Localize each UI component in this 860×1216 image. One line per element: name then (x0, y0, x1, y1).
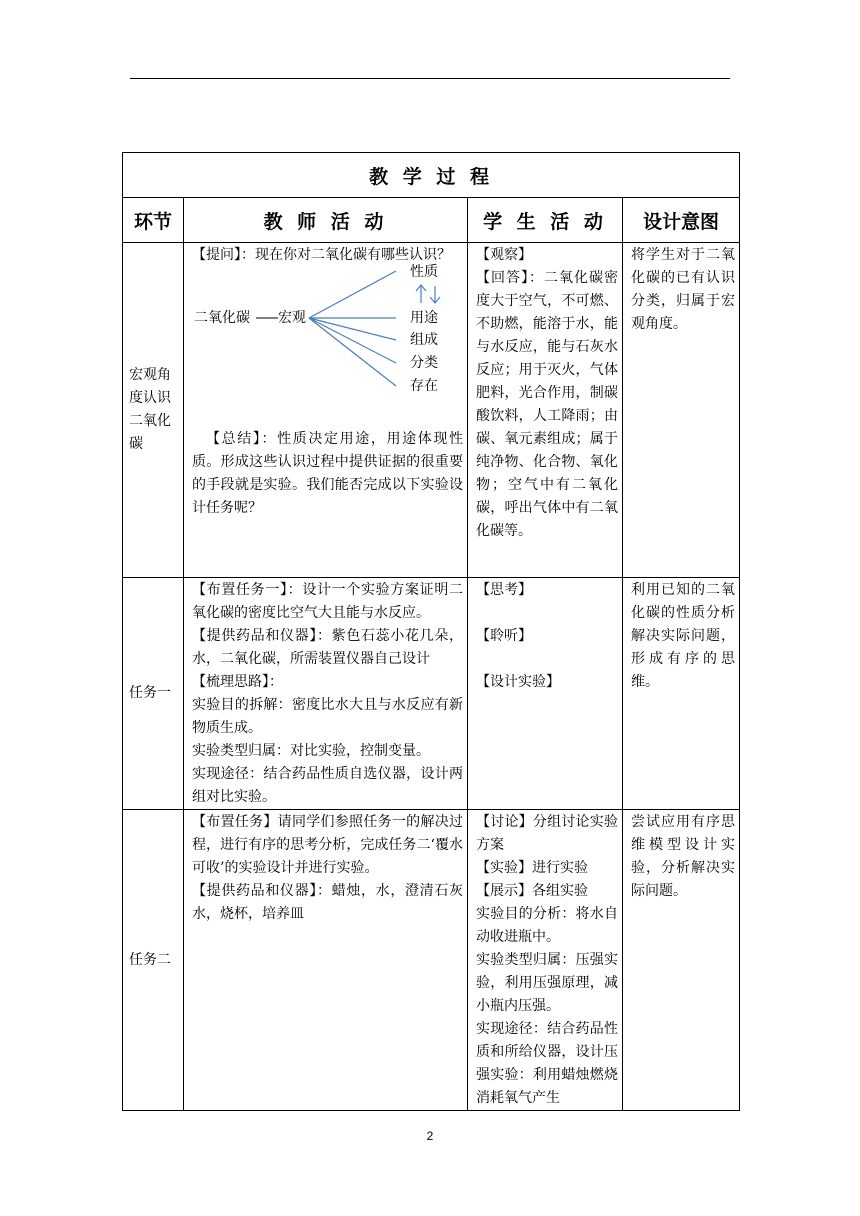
segment-cell (123, 578, 184, 810)
diagram-middle-label: 宏观 (278, 310, 306, 326)
student-activity-line: 实验类型归属：压强实验，利用压强原理，减小瓶内压强。 (476, 952, 618, 1014)
table-row (123, 810, 740, 1111)
teacher-question: 【提问】：现在你对二氧化碳有哪些认识？ (192, 247, 451, 263)
diagram-root-label: 二氧化碳 (194, 310, 250, 326)
teacher-activity-line: 【提供药品和仪器】：紫色石蕊小花几朵，水，二氧化碳，所需装置仪器自己设计 (192, 628, 463, 667)
design-intent-cell (623, 810, 740, 1111)
student-activity-line: 【观察】 (476, 247, 532, 263)
design-intent-text: 利用已知的二氧化碳的性质分析解决实际问题，形成有序的思维。 (631, 582, 736, 690)
student-activity-line: 【思考】 (476, 582, 532, 598)
student-activity-line: 【回答】：二氧化碳密度大于空气，不可燃、不助燃，能溶于水，能与水反应，能与石灰水反应；用于灭火，气体肥料，光合作用，制碳酸饮料，人工降雨；由碳、氧元素组成；属于纯净物、化合物、氧化物；空气中有二氧化碳，呼出气体中有二氧化碳等。 (476, 270, 618, 539)
student-activity-line: 【设计实验】 (476, 674, 560, 690)
student-activity-cell (468, 578, 623, 810)
design-intent-cell (623, 243, 740, 578)
segment-cell (123, 810, 184, 1111)
teacher-activity-cell (184, 243, 468, 578)
teacher-activity-cell (184, 810, 468, 1111)
segment-label: 宏观角度认识二氧化碳 (129, 367, 171, 452)
student-activity-cell (468, 243, 623, 578)
student-activity-line: 【实验】进行实验 (476, 860, 588, 876)
diagram-branch-label: 组成 (410, 332, 438, 348)
segment-cell (123, 243, 184, 578)
design-intent-text: 尝试应用有序思维模型设计实验，分析解决实际问题。 (631, 814, 736, 899)
design-intent-text: 将学生对于二氧化碳的已有认识分类，归属于宏观角度。 (631, 247, 736, 332)
page-header-rule (130, 78, 730, 79)
header-teacher-activity: 教 师 活 动 (184, 198, 468, 243)
student-activity-line: 【讨论】分组讨论实验方案 (476, 814, 618, 853)
header-design-intent: 设计意图 (623, 198, 740, 243)
diagram-branch-label: 分类 (410, 355, 438, 371)
student-activity-line: 【聆听】 (476, 628, 532, 644)
teacher-activity-line: 【提供药品和仪器】：蜡烛，水，澄清石灰水，烧杯，培养皿 (192, 883, 463, 922)
design-intent-cell (623, 578, 740, 810)
diagram-branch-label: 存在 (410, 378, 438, 394)
teacher-summary: 【总结】：性质决定用途，用途体现性质。形成这些认识过程中提供证据的很重要的手段就是实验。我们能否完成以下实验设计任务呢？ (192, 431, 463, 516)
table-title: 教 学 过 程 (123, 153, 740, 198)
teacher-activity-cell (184, 578, 468, 810)
page-number: 2 (426, 1129, 434, 1143)
teacher-activity-line: 实验目的拆解：密度比水大且与水反应有新物质生成。 (192, 697, 463, 736)
teacher-activity-line: 【梳理思路】： (192, 674, 283, 690)
diagram-branch-label: 用途 (410, 310, 438, 326)
segment-label: 任务一 (129, 685, 171, 701)
header-row (123, 198, 740, 243)
header-student-activity: 学 生 活 动 (468, 198, 623, 243)
teacher-activity-line: 【布置任务】请同学们参照任务一的解决过程，进行有序的思考分析，完成任务二‘覆水可收’的实验设计并进行实验。 (192, 814, 463, 876)
teacher-activity-line: 实验类型归属：对比实验，控制变量。 (192, 743, 430, 759)
table-row (123, 243, 740, 578)
student-activity-line: 【展示】各组实验 (476, 883, 588, 899)
teacher-activity-line: 实现途径：结合药品性质自选仪器，设计两组对比实验。 (192, 766, 463, 805)
student-activity-line: 实现途径：结合药品性质和所给仪器，设计压强实验：利用蜡烛燃烧消耗氧气产生 (476, 1021, 618, 1106)
student-activity-cell (468, 810, 623, 1111)
segment-label: 任务二 (129, 951, 171, 968)
diagram-branch-label: 性质 (410, 264, 438, 280)
teacher-activity-line: 【布置任务一】：设计一个实验方案证明二氧化碳的密度比空气大且能与水反应。 (192, 582, 463, 621)
table-row (123, 578, 740, 810)
header-segment: 环节 (123, 198, 184, 243)
student-activity-line: 实验目的分析：将水自动收进瓶中。 (476, 906, 618, 945)
co2-knowledge-diagram (184, 264, 467, 427)
teaching-process-table (122, 152, 740, 1111)
